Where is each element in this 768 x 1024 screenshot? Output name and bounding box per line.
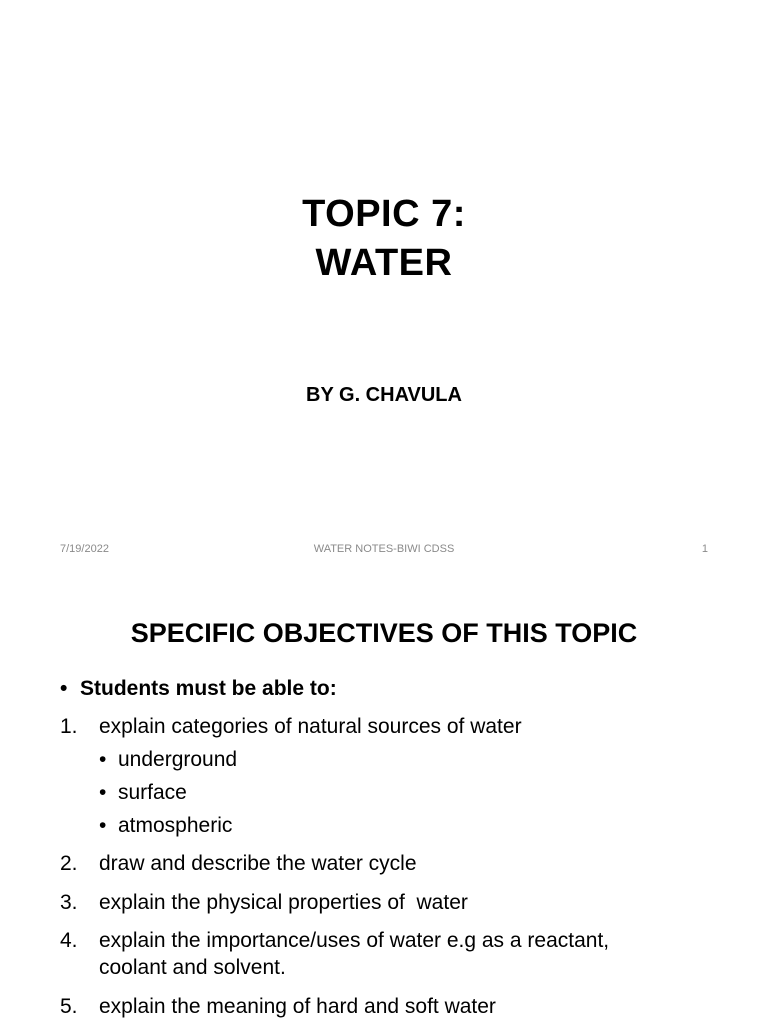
- slide-title-line-2: WATER: [315, 242, 453, 284]
- objective-text-continued: coolant and solvent.: [99, 956, 286, 979]
- objective-text: explain the physical properties of water: [99, 891, 468, 914]
- objective-number: 1.: [60, 715, 78, 738]
- sub-item: surface: [118, 781, 187, 804]
- sub-bullet-marker: •: [99, 748, 107, 771]
- footer-page-number: 1: [701, 543, 708, 555]
- footer-date: 7/19/2022: [60, 543, 109, 555]
- objective-number: 2.: [60, 852, 78, 875]
- sub-bullet-marker: •: [99, 781, 107, 804]
- sub-item: atmospheric: [118, 814, 233, 837]
- objective-number: 5.: [60, 995, 78, 1018]
- objectives-lead: Students must be able to:: [80, 677, 337, 700]
- sub-item: underground: [118, 748, 238, 771]
- objective-text: explain the importance/uses of water e.g as a reactant,: [99, 929, 610, 952]
- bullet-marker: •: [60, 677, 68, 700]
- objectives-title: SPECIFIC OBJECTIVES OF THIS TOPIC: [130, 618, 638, 648]
- objective-number: 3.: [60, 891, 78, 914]
- objective-number: 4.: [60, 929, 78, 952]
- objective-text: draw and describe the water cycle: [99, 852, 417, 875]
- footer-title: WATER NOTES-BIWI CDSS: [313, 543, 455, 555]
- slide-title-line-1: TOPIC 7:: [302, 193, 466, 235]
- author-line: BY G. CHAVULA: [306, 384, 462, 406]
- objective-text: explain the meaning of hard and soft water: [99, 995, 496, 1018]
- objective-text: explain categories of natural sources of water: [99, 715, 522, 738]
- sub-bullet-marker: •: [99, 814, 107, 837]
